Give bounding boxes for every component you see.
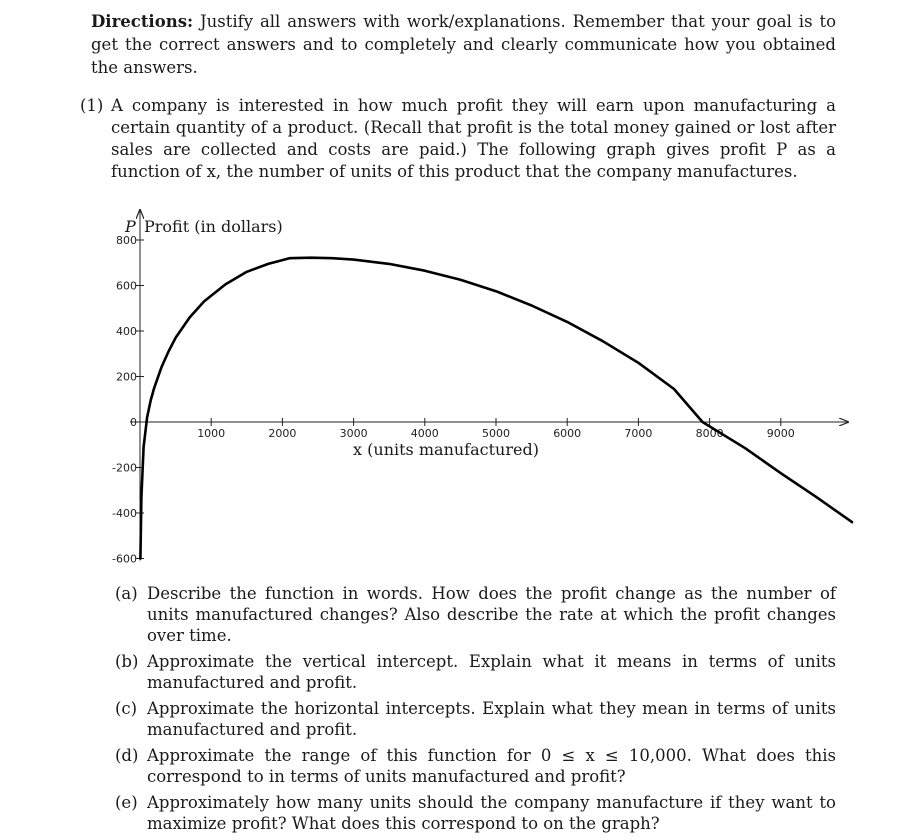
y-tick-label: -600 xyxy=(112,552,137,566)
x-tick-label: 8000 xyxy=(695,427,724,440)
problem-1 xyxy=(80,95,836,183)
question-part-c xyxy=(115,698,836,740)
y-axis-title: Profit (in dollars) xyxy=(144,217,283,236)
question-parts xyxy=(115,583,836,839)
y-tick-label: 200 xyxy=(116,370,137,384)
x-tick-label: 5000 xyxy=(482,427,510,440)
question-part-a xyxy=(115,583,836,646)
problem-number: (1) xyxy=(80,96,104,115)
part-text: Approximate the horizontal intercepts. Explain what they mean in terms of units manufactured and profit. xyxy=(147,699,836,739)
y-tick-label: 0 xyxy=(130,416,137,429)
x-tick-label: 6000 xyxy=(553,427,582,440)
x-tick-label: 2000 xyxy=(268,427,297,440)
x-tick-label: 9000 xyxy=(766,427,795,440)
x-tick-label: 1000 xyxy=(197,427,226,440)
y-tick-label: -400 xyxy=(112,507,137,520)
directions xyxy=(91,10,836,79)
y-tick-label: 400 xyxy=(116,325,137,338)
problem-statement: A company is interested in how much profit they will earn upon manufacturing a certain quantity of a product. (Recall that profit is the total money gained or lost after sales are collected and costs are paid.) The following graph gives profit P as a function of x, the number of units of this product that the company manufactures. xyxy=(111,96,836,181)
y-tick-label: 600 xyxy=(116,279,137,293)
x-tick-label: 4000 xyxy=(410,427,439,440)
part-label: (b) xyxy=(115,652,139,671)
part-text: Approximately how many units should the company manufacture if they want to maximize profit? What does this correspond to on the graph? xyxy=(147,793,836,833)
question-part-b xyxy=(115,651,836,693)
x-axis-title: x (units manufactured) xyxy=(353,440,539,459)
directions-label: Directions: xyxy=(91,12,194,31)
profit-graph xyxy=(100,205,860,580)
part-label: (c) xyxy=(115,699,138,718)
y-tick-label: 800 xyxy=(116,234,137,247)
question-part-d xyxy=(115,745,836,787)
x-tick-label: 7000 xyxy=(624,427,653,440)
part-label: (d) xyxy=(115,746,139,765)
part-text: Describe the function in words. How does the profit change as the number of units manufactured changes? Also describe the rate at which the profit changes over time. xyxy=(147,584,836,645)
y-tick-label: -200 xyxy=(112,461,137,475)
part-label: (a) xyxy=(115,584,138,603)
x-tick-label: 3000 xyxy=(339,427,368,440)
part-text: Approximate the range of this function for 0 ≤ x ≤ 10,000. What does this correspond to in terms of units manufactured and profit? xyxy=(147,746,836,786)
y-axis-symbol: P xyxy=(125,217,136,236)
directions-text: Justify all answers with work/explanations. Remember that your goal is to get the correct answers and to completely and clearly communicate how you obtained the answers. xyxy=(91,12,837,77)
part-text: Approximate the vertical intercept. Explain what it means in terms of units manufactured and profit. xyxy=(147,652,836,692)
question-part-e xyxy=(115,792,836,834)
profit-curve-line xyxy=(140,258,852,559)
part-label: (e) xyxy=(115,793,138,812)
